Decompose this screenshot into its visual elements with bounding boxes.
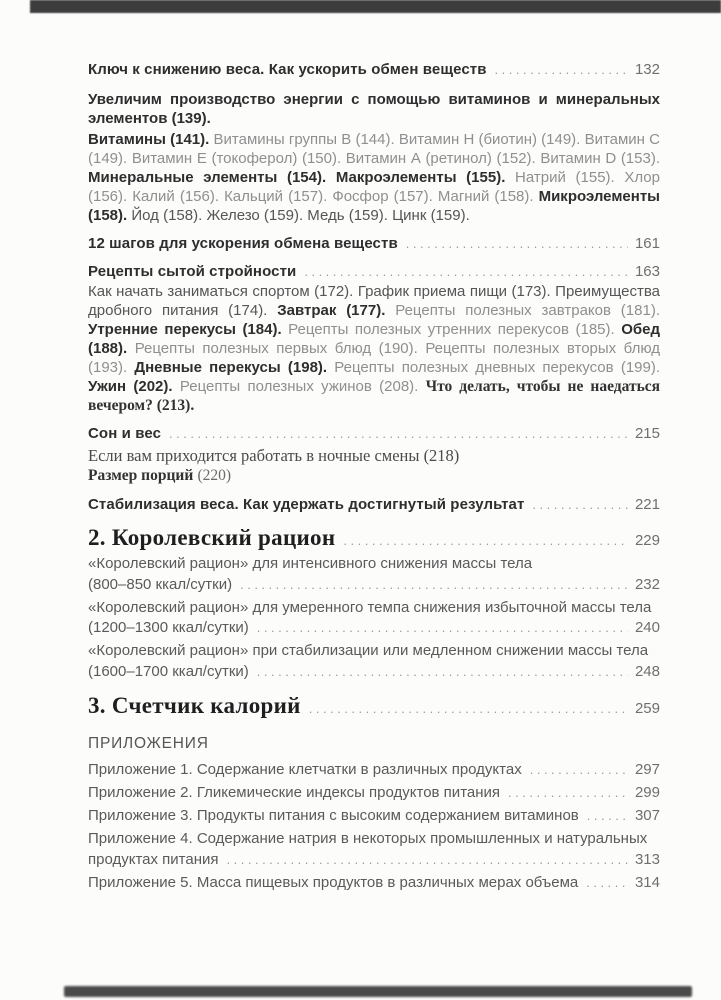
toc-run-in-item: Завтрак (177). bbox=[277, 302, 386, 319]
toc-run-in-item: Витамины (141). bbox=[88, 131, 210, 148]
toc-run-in-item: Магний (158). bbox=[437, 188, 534, 205]
toc-entry-line1: «Королевский рацион» для умеренного темпа снижения избыточной массы тела bbox=[88, 598, 652, 616]
toc-run-in-item: Рецепты полезных утренних перекусов (185). bbox=[288, 321, 615, 338]
toc-text-line: ПРИЛОЖЕНИЯ bbox=[88, 735, 209, 752]
dot-leader bbox=[587, 806, 628, 827]
toc-entry-label: Приложение 1. Содержание клетчатки в различных продуктах bbox=[88, 761, 522, 778]
toc-run-in-item: Макроэлементы (155). bbox=[335, 169, 506, 186]
toc-list bbox=[88, 61, 660, 893]
toc-entry-label: Ключ к снижению веса. Как ускорить обмен веществ bbox=[88, 61, 487, 78]
page-number: 161 bbox=[634, 235, 660, 252]
toc-entry-label: продуктах питания bbox=[88, 850, 219, 868]
page-number: 215 bbox=[634, 425, 660, 442]
scan-artifact-bottom-bar bbox=[64, 986, 692, 997]
page-number: 297 bbox=[634, 761, 660, 778]
toc-entry bbox=[88, 783, 660, 804]
page-number: 307 bbox=[634, 807, 660, 824]
toc-run-in-item: Фосфор (157). bbox=[332, 188, 433, 205]
dot-leader bbox=[343, 532, 628, 550]
dot-leader bbox=[495, 61, 628, 79]
toc-run-in-item: Хлор (156). bbox=[88, 169, 660, 205]
toc-run-in-item: Витамин D (153). bbox=[540, 150, 660, 167]
toc-run-in-item: Витамин А (ретинол) (152). bbox=[345, 150, 536, 167]
toc-run-in-item: Витамины группы В (144). bbox=[213, 131, 395, 148]
toc-entry bbox=[88, 425, 660, 443]
toc-run-in-item: Что делать, чтобы не наедаться вечером? (213). bbox=[88, 378, 661, 414]
toc-run-in-item: Витамин С (149). bbox=[88, 131, 660, 167]
toc-run-in-item: Йод (158). bbox=[131, 207, 203, 224]
toc-entry bbox=[88, 235, 660, 253]
toc-run-in-paragraph bbox=[88, 466, 660, 486]
toc-entry bbox=[88, 641, 660, 682]
toc-entry bbox=[88, 829, 660, 870]
toc-entry-label: Приложение 2. Гликемические индексы продуктов питания bbox=[88, 784, 501, 801]
page-number: 314 bbox=[634, 873, 660, 891]
page-number: 163 bbox=[634, 263, 660, 280]
dot-leader bbox=[169, 425, 628, 443]
toc-run-in-paragraph bbox=[88, 282, 660, 415]
toc-run-in-item: График приема пищи (173). bbox=[357, 283, 551, 300]
page-number: 240 bbox=[634, 619, 660, 636]
page-number: 229 bbox=[634, 532, 660, 549]
toc-run-in-item: Преимущества дробного питания (174). bbox=[88, 283, 661, 319]
toc-entry bbox=[88, 554, 660, 595]
toc-run-in-item: Минеральные элементы (154). bbox=[88, 169, 327, 186]
page-number: 221 bbox=[634, 496, 660, 513]
toc-text-line: Увеличим производство энергии с помощью витаминов и минеральных элементов (139). bbox=[88, 91, 660, 127]
toc-run-in-item: Рецепты полезных ужинов (208). bbox=[179, 378, 419, 395]
toc-entry bbox=[88, 693, 660, 718]
toc-run-in-item: Рецепты полезных первых блюд (190). bbox=[134, 340, 418, 357]
toc-run-in-item: Утренние перекусы (184). bbox=[88, 321, 282, 338]
toc-run-in-item: Размер порций bbox=[88, 467, 194, 484]
toc-run-in-item: Микроэлементы (158). bbox=[88, 188, 660, 224]
dot-leader bbox=[257, 662, 628, 683]
toc-run-in-item: Как начать заниматься спортом (172). bbox=[88, 283, 354, 300]
page-number: 232 bbox=[634, 575, 660, 593]
dot-leader bbox=[508, 783, 628, 804]
dot-leader bbox=[227, 850, 628, 871]
toc-entry-line1: «Королевский рацион» для интенсивного снижения массы тела bbox=[88, 555, 533, 572]
toc-entry-label: (1200–1300 ккал/сутки) bbox=[88, 619, 249, 636]
toc-run-in-item: Рецепты полезных дневных перекусов (199). bbox=[334, 359, 661, 376]
toc-entry-label: Сон и вес bbox=[88, 425, 162, 442]
toc-entry-line2 bbox=[88, 850, 660, 871]
toc-entry-label: Стабилизация веса. Как удержать достигнутый результат bbox=[88, 496, 525, 513]
toc-entry bbox=[88, 806, 660, 827]
page-number: 248 bbox=[634, 662, 660, 680]
toc-entry-line2 bbox=[88, 618, 660, 639]
toc-entry bbox=[88, 525, 660, 550]
dot-leader bbox=[532, 496, 628, 514]
page-number: 313 bbox=[634, 850, 660, 868]
toc-run-in-item: Натрий (155). bbox=[515, 169, 615, 186]
toc-run-in-item: Кальций (157). bbox=[224, 188, 328, 205]
toc-run-in-item: Медь (159). bbox=[307, 207, 388, 224]
toc-run-in-item: Рецепты полезных вторых блюд (193). bbox=[88, 340, 661, 376]
toc-entry bbox=[88, 263, 660, 281]
dot-leader bbox=[304, 263, 628, 281]
toc-text-line: Если вам приходится работать в ночные смены (218) bbox=[88, 446, 460, 465]
toc-entry bbox=[88, 598, 660, 639]
dot-leader bbox=[257, 618, 628, 639]
toc-entry bbox=[88, 873, 660, 894]
dot-leader bbox=[240, 575, 628, 596]
dot-leader bbox=[530, 760, 628, 781]
toc-entry bbox=[88, 760, 660, 781]
toc-entry-line1: «Королевский рацион» при стабилизации или медленном снижении массы тела bbox=[88, 642, 649, 659]
toc-run-in-item: Цинк (159). bbox=[392, 207, 470, 224]
toc-entry bbox=[88, 61, 660, 79]
page-number: 259 bbox=[634, 700, 660, 717]
toc-entry-label: 2. Королевский рацион bbox=[88, 525, 336, 550]
toc-run-in-item: Витамин Е (токоферол) (150). bbox=[131, 150, 342, 167]
page-number: 299 bbox=[634, 784, 660, 801]
page-number: 132 bbox=[634, 61, 660, 78]
dot-leader bbox=[309, 700, 628, 718]
dot-leader bbox=[586, 873, 628, 894]
toc-entry-label: Рецепты сытой стройности bbox=[88, 263, 297, 280]
toc-run-in-item: Дневные перекусы (198). bbox=[134, 359, 328, 376]
toc-entry-label: Приложение 3. Продукты питания с высоким содержанием витаминов bbox=[88, 807, 579, 824]
toc-run-in-item: (220) bbox=[197, 467, 232, 484]
toc-entry bbox=[88, 496, 660, 514]
toc-run-in-item: Витамин Н (биотин) (149). bbox=[398, 131, 581, 148]
toc-entry-line2 bbox=[88, 575, 660, 596]
toc-entry-label: (1600–1700 ккал/сутки) bbox=[88, 662, 249, 680]
toc-entry-label: 12 шагов для ускорения обмена веществ bbox=[88, 235, 398, 252]
toc-run-in-item: Железо (159). bbox=[206, 207, 304, 224]
toc-run-in-item: Рецепты полезных завтраков (181). bbox=[395, 302, 660, 319]
toc-entry-line1: Приложение 4. Содержание натрия в некоторых промышленных и натуральных bbox=[88, 830, 648, 847]
toc-entry-label: Приложение 5. Масса пищевых продуктов в различных мерах объема bbox=[88, 873, 579, 891]
scan-artifact-top-bar bbox=[30, 0, 721, 13]
toc-run-in-item: Ужин (202). bbox=[88, 378, 173, 395]
toc-run-in-item: Калий (156). bbox=[132, 188, 220, 205]
toc-run-in-paragraph bbox=[88, 130, 660, 225]
toc-entry-line2 bbox=[88, 662, 660, 683]
toc-entry-label: (800–850 ккал/сутки) bbox=[88, 575, 233, 593]
dot-leader bbox=[406, 235, 628, 253]
toc-entry-label: 3. Счетчик калорий bbox=[88, 693, 301, 718]
toc-run-in-item: Обед (188). bbox=[88, 321, 661, 357]
